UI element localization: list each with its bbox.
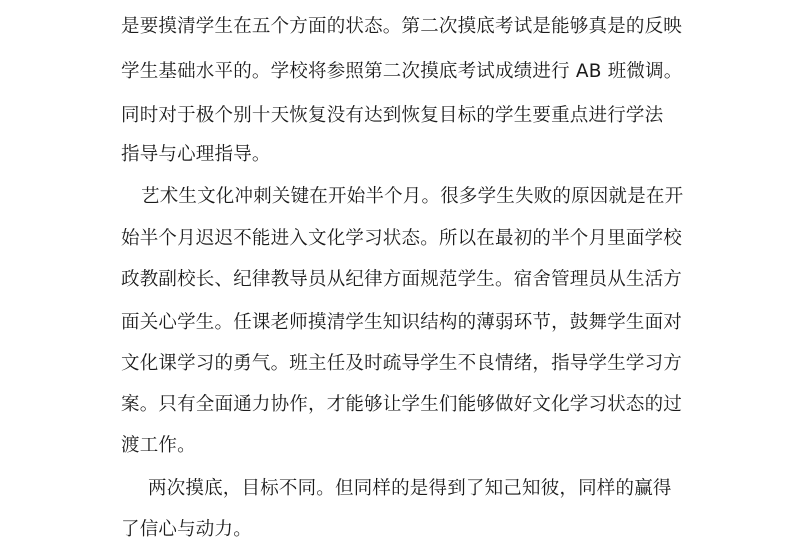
text-line: 了信心与动力。	[121, 519, 252, 540]
text-line: 面关心学生。任课老师摸清学生知识结构的薄弱环节，鼓舞学生面对	[121, 312, 683, 333]
paragraph-first-line: 两次摸底，目标不同。但同样的是得到了知己知彼，同样的赢得	[148, 478, 672, 499]
text-line: 文化课学习的勇气。班主任及时疏导学生不良情绪，指导学生学习方	[121, 353, 683, 374]
text-line: 同时对于极个别十天恢复没有达到恢复目标的学生要重点进行学法	[121, 105, 664, 126]
text-line: 政教副校长、纪律教导员从纪律方面规范学生。宿舍管理员从生活方	[121, 269, 683, 290]
text-line: 指导与心理指导。	[121, 144, 271, 165]
text-line: 渡工作。	[121, 435, 196, 456]
text-line: 学生基础水平的。学校将参照第二次摸底考试成绩进行 AB 班微调。	[121, 61, 683, 82]
text-line: 始半个月迟迟不能进入文化学习状态。所以在最初的半个月里面学校	[121, 228, 683, 249]
text-line: 是要摸清学生在五个方面的状态。第二次摸底考试是能够真是的反映	[121, 16, 683, 37]
paragraph-first-line: 艺术生文化冲刺关键在开始半个月。很多学生失败的原因就是在开	[141, 186, 684, 207]
text-line: 案。只有全面通力协作，才能够让学生们能够做好文化学习状态的过	[121, 394, 683, 415]
